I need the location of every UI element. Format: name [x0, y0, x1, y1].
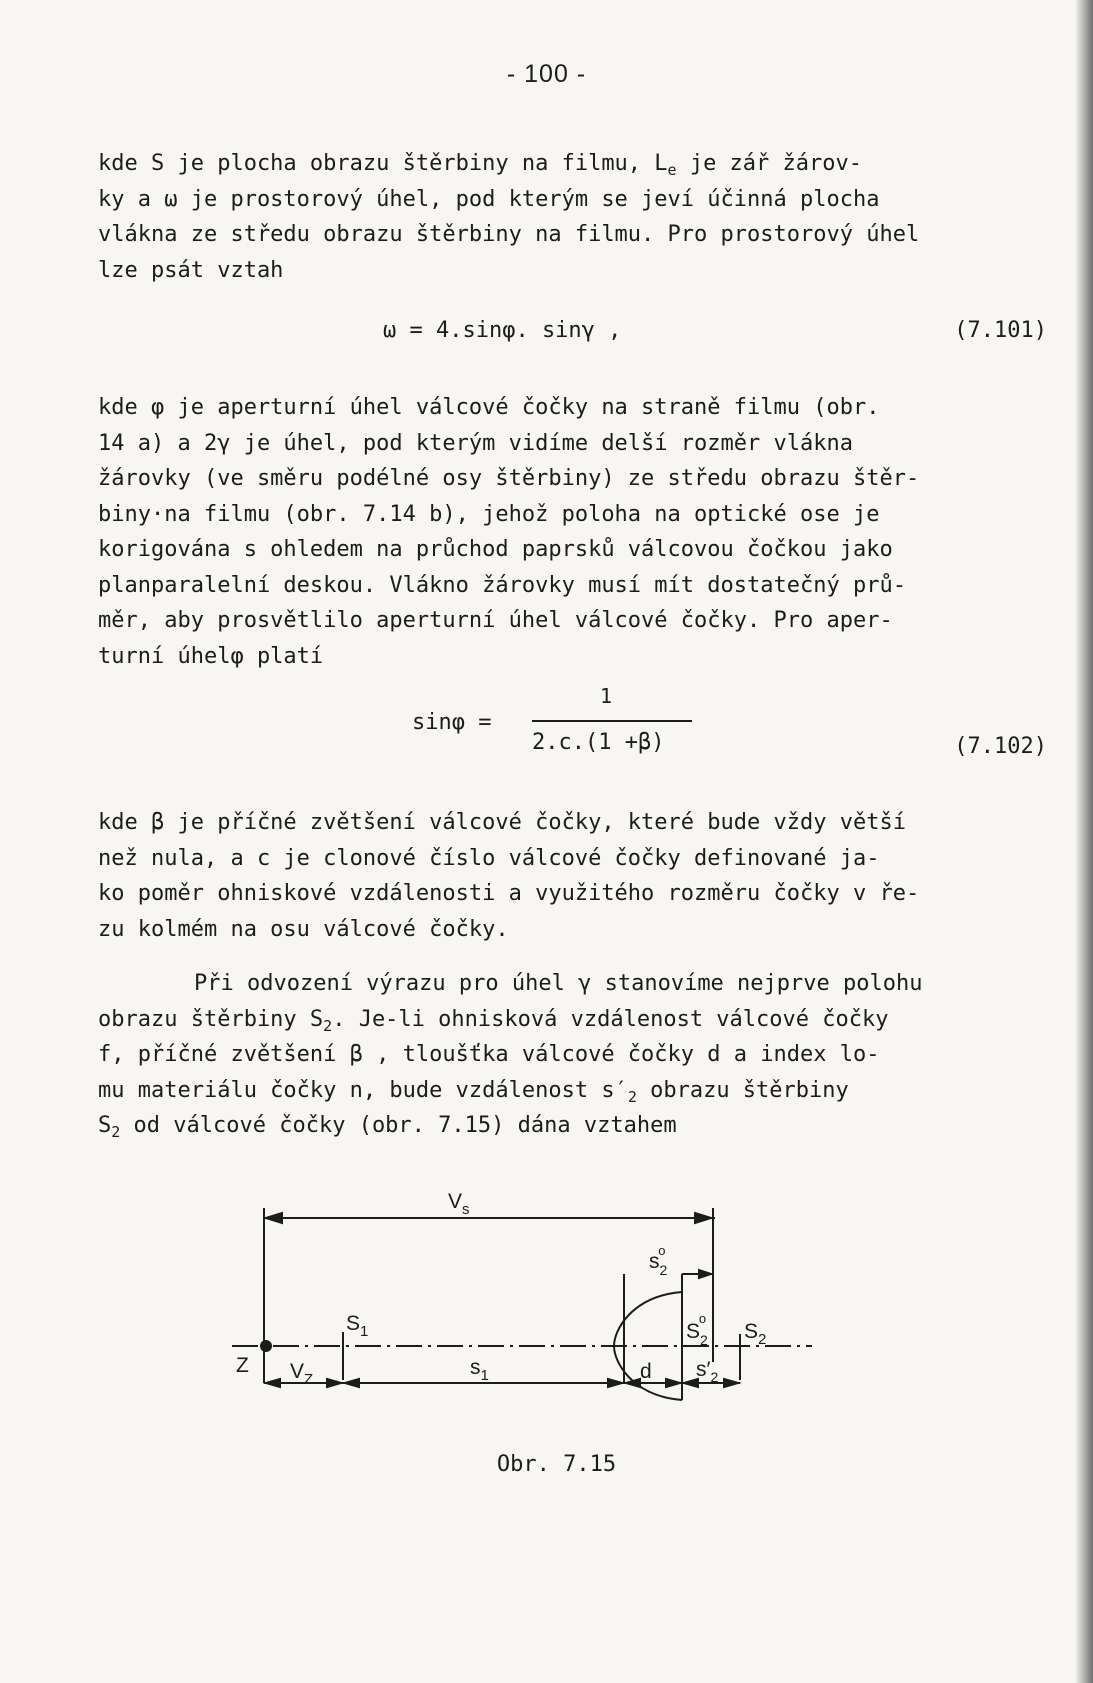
arrow-head [266, 1213, 282, 1223]
text-line: mu materiálu čočky n, bude vzdálenost $s'_2$ obrazu štěrbiny [98, 1077, 849, 1106]
label-vz: $V_Z$ [290, 1360, 314, 1388]
text-line: kde φ je aperturní úhel válcové čočky na straně filmu (obr. [98, 395, 880, 420]
arrow-head [345, 1379, 359, 1387]
text-line: $S_2$ od válcové čočky (obr. 7.15) dána vztahem [98, 1113, 677, 1141]
arrow-head [266, 1379, 280, 1387]
figure-caption: Obr. 7.15 [496, 1452, 617, 1477]
arrow-head [699, 1270, 711, 1278]
label-s1-low: $s_1$ [470, 1356, 489, 1384]
arrow-head [666, 1379, 680, 1387]
text-line: vlákna ze středu obrazu štěrbiny na filmu. Pro prostorový úhel [98, 222, 920, 247]
text-line: 14 a) a 2γ je úhel, pod kterým vidíme delší rozměr vlákna [98, 430, 853, 456]
label-s2o-top: $s_2o$ [649, 1243, 668, 1278]
arrow-head [327, 1379, 341, 1387]
text-line: než nula, a c je clonové číslo válcové čočky definované ja- [98, 845, 880, 871]
text-line: ky a ω je prostorový úhel, pod kterým se jeví účinná plocha [98, 186, 880, 212]
text-line: Při odvození výrazu pro úhel γ stanovíme nejprve polohu [194, 971, 923, 996]
fraction-denominator: 2.c.(1 +β) [532, 730, 665, 755]
label-s1: $S_1$ [346, 1312, 369, 1340]
page-number: - 100 - [506, 60, 587, 88]
label-s2: $S_2$ [744, 1320, 767, 1348]
label-d: d [640, 1360, 652, 1383]
text-line: zu kolmém na osu válcové čočky. [98, 916, 509, 942]
fraction-numerator: 1 [600, 684, 613, 708]
label-s2o-mid: $S_2o$ [686, 1311, 708, 1348]
equation-number-7-101: (7.101) [954, 318, 1047, 343]
text-line: planparalelní deskou. Vlákno žárovky musí mít dostatečný prů- [98, 572, 906, 598]
text-line: měr, aby prosvětlilo aperturní úhel válcové čočky. Pro aper- [98, 608, 893, 633]
label-s2-prime: $s'_2$ [696, 1358, 719, 1385]
text-line: biny·na filmu (obr. 7.14 b), jehož poloha na optické ose je [98, 501, 880, 527]
formula-7-102-lhs: sinφ = [412, 710, 492, 735]
text-line: obrazu štěrbiny $S_2$. Je-li ohnisková vzdálenost válcové čočky [98, 1006, 889, 1035]
text-line: f, příčné zvětšení β , tloušťka válcové čočky d a index lo- [98, 1042, 880, 1067]
formula-7-101: ω = 4.sinφ. sinγ , [383, 318, 622, 343]
text-line: kde β je příčné zvětšení válcové čočky, které bude vždy větší [98, 810, 906, 835]
text-line: lze psát vztah [98, 257, 284, 283]
arrow-head [608, 1379, 622, 1387]
text-line: turní úhelφ platí [98, 643, 324, 669]
label-z: Z [236, 1354, 249, 1377]
arrow-head [695, 1213, 711, 1223]
point-z [260, 1340, 272, 1352]
arrow-head [724, 1379, 738, 1387]
text-line: kde S je plocha obrazu štěrbiny na filmu, $L_e$ je zář žárov- [98, 151, 863, 179]
equation-number-7-102: (7.102) [954, 734, 1047, 759]
arrow-head [626, 1379, 640, 1387]
text-line: korigována s ohledem na průchod paprsků válcovou čočkou jako [98, 537, 893, 562]
label-vs: $V_s$ [448, 1190, 470, 1218]
text-line: ko poměr ohniskové vzdálenosti a využitého rozměru čočky v ře- [98, 881, 920, 906]
text-line: žárovky (ve směru podélné osy štěrbiny) ze středu obrazu štěr- [98, 466, 920, 491]
